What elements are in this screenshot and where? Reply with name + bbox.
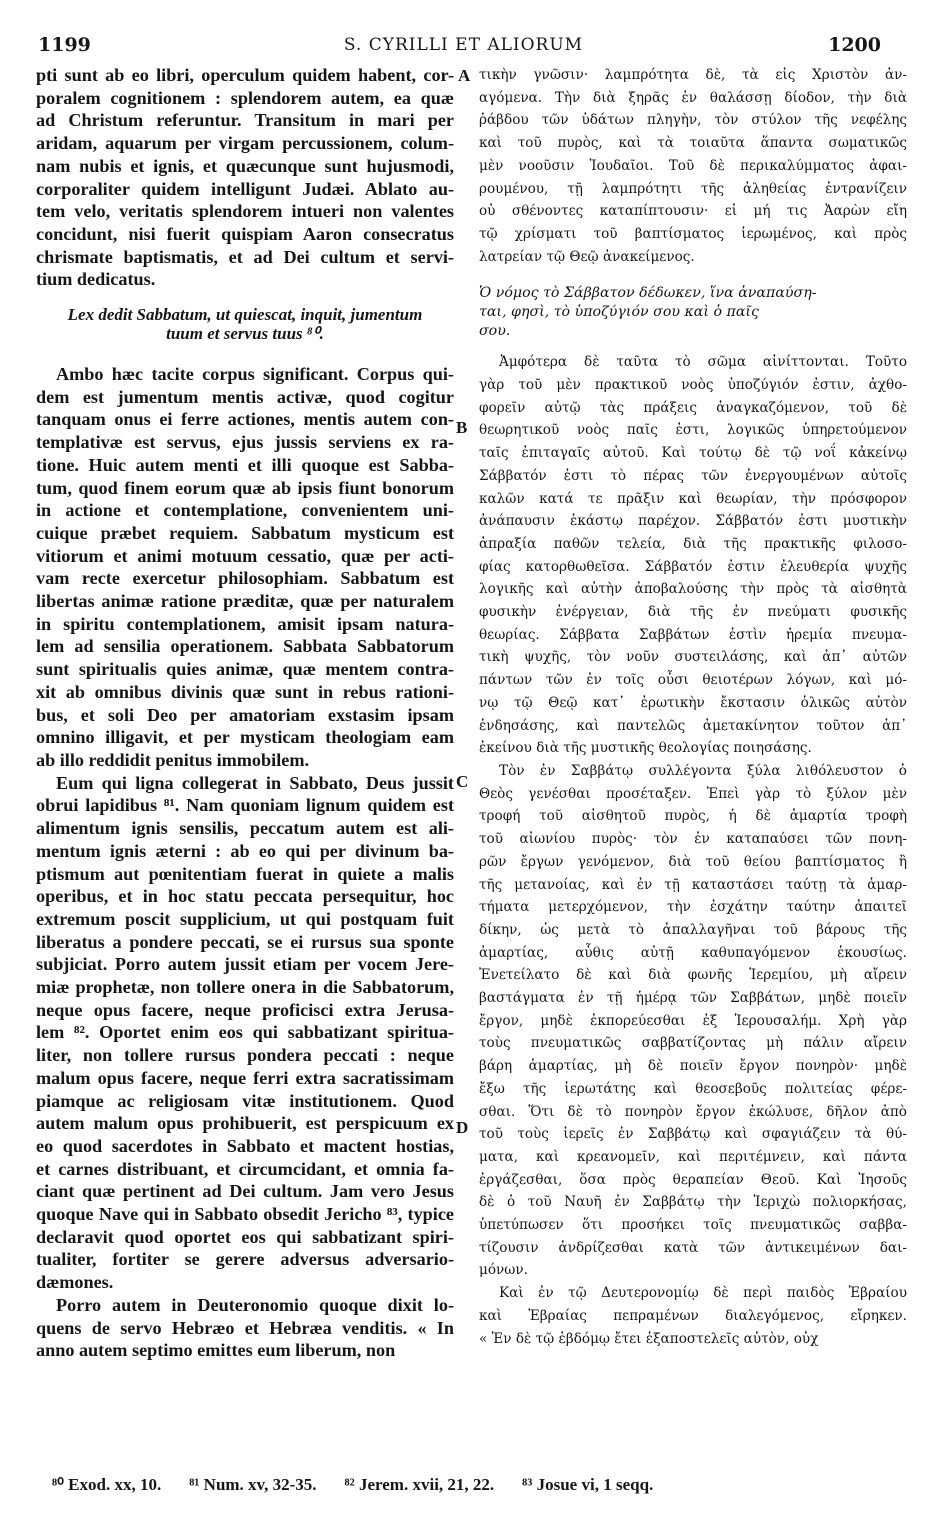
text-line: ταῖς ἐπιταγαῖς αὐτοῦ. Καὶ τούτῳ δὲ τῷ νοΐ κἀκείνῳ bbox=[479, 445, 907, 462]
text-line: καλῶν κατά τε πρᾶξιν καὶ θεωρίαν, τὴν πρόσφορον bbox=[479, 490, 907, 507]
text-line: δίκην, ὡς μετὰ τὸ ἀπαλλαγῆναι τοῦ βάρους τῆς bbox=[479, 921, 907, 938]
text-line: Τὸν ἐν Σαββάτῳ συλλέγοντα ξύλα λιθόλευστον ὁ bbox=[499, 762, 907, 779]
footnotes bbox=[52, 1475, 872, 1495]
text-line: ab illo reddidit penitus immobilem. bbox=[36, 749, 310, 770]
column-marker-d: D bbox=[456, 1118, 469, 1137]
text-line: « Ἐν δὲ τῷ ἑβδόμῳ ἔτει ἐξαποστελεῖς αὐτὸν, οὐχ bbox=[479, 1330, 819, 1347]
footnote-1: ⁸⁰ Exod. xx, 10. bbox=[52, 1475, 162, 1494]
text-line: tem velo, veritatis splendorem intueri non valentes bbox=[36, 201, 454, 222]
text-line: ρουμένου, τῇ λαμπρότητι τῆς ἀληθείας ἐντρανίζειν bbox=[479, 180, 907, 197]
greek-paragraph-4 bbox=[479, 1282, 907, 1350]
text-line: xit ab omnibus divinis quæ sunt in rebus rationi- bbox=[36, 681, 454, 702]
text-line: dem est jumentum mentis activæ, quod cogitur bbox=[36, 386, 454, 407]
footnote-3: ⁸² Jerem. xvii, 21, 22. bbox=[344, 1475, 495, 1494]
text-line: Σάββατόν ἐστι τὸ πέρας τῶν ἐνεργουμένων αὐτοῖς bbox=[479, 467, 907, 484]
text-line: Ambo hæc tacite corpus significant. Corpus qui- bbox=[56, 364, 454, 385]
text-line: in spiritu contemplationem, amisit ipsam natura- bbox=[36, 613, 454, 634]
text-line: autem malum opus prohibuerit, est perspicuum ex bbox=[36, 1113, 454, 1134]
text-line: tum, quod finem eorum quæ ab ipsis fiunt bonorum bbox=[36, 477, 454, 498]
text-line: ἀπραξία παθῶν τελεία, διὰ τῆς πρακτικῆς φιλοσο- bbox=[479, 535, 907, 552]
column-marker-b: B bbox=[456, 418, 468, 437]
text-line: Porro autem in Deuteronomio quoque dixit lo- bbox=[56, 1294, 454, 1315]
text-line: δὲ ὁ τοῦ Ναυῆ ἐν Σαββάτῳ τὴν Ἱεριχὼ πολιορκήσας, bbox=[479, 1194, 907, 1211]
column-marker-c: C bbox=[456, 772, 469, 791]
text-line: nam nubis et ignis, et quæcunque sunt hujusmodi, bbox=[36, 155, 454, 176]
text-line: operibus, et in hoc statu peccata persequitur, hoc bbox=[36, 886, 454, 907]
text-line: piamque ac religiosam vitæ institutionem. Quod bbox=[36, 1090, 454, 1111]
latin-paragraph-2 bbox=[36, 363, 454, 772]
text-line: λατρείαν τῷ Θεῷ ἀνακείμενος. bbox=[479, 248, 695, 265]
text-line: ἐνδησάσης, καὶ παντελῶς ἀμετακίνητον τοῦτον ἀπ᾽ bbox=[479, 717, 907, 734]
text-line: quoque Nave qui in Sabbato obsedit Jericho ⁸³, typice bbox=[36, 1204, 454, 1225]
text-line: et carnes distribuant, et circumcidant, et omnia fa- bbox=[36, 1158, 454, 1179]
text-line: τοὺς πνευματικῶς σαββατίζοντας μὴ πάλιν αἴρειν bbox=[479, 1035, 907, 1052]
text-line: alimentum ignis sensilis, peccatum autem est ali- bbox=[36, 818, 454, 839]
text-line: νῳ τῷ Θεῷ κατ᾽ ἐρωτικὴν ἔκστασιν ὁλικῶς αὐτὸν bbox=[479, 694, 907, 711]
text-line: lem ⁸². Oportet enim eos qui sabbatizant spiritua- bbox=[36, 1022, 454, 1043]
text-line: dæmones. bbox=[36, 1272, 114, 1293]
greek-paragraph-2 bbox=[479, 351, 907, 760]
text-line: poralem cognitionem : splendorem autem, ea quæ bbox=[36, 87, 454, 108]
text-line: βάρη ἁμαρτίας, μὴ δὲ ποιεῖν ἔργον πονηρὸν· μηδὲ bbox=[479, 1058, 907, 1075]
text-line: τοῦ αἰωνίου πυρὸς· τὸν ἐν καταπαύσει τῶν πονη- bbox=[479, 831, 907, 848]
text-line: vitiorum et animi motuum cessatio, quæ per acti- bbox=[36, 545, 454, 566]
text-line: malum opus facere, neque ferri extra sacratissimam bbox=[36, 1067, 454, 1088]
text-line: concidunt, nisi fuerit quispiam Aaron consecratus bbox=[36, 223, 454, 244]
text-line: Καὶ ἐν τῷ Δευτερονομίῳ δὲ περὶ παιδὸς Ἑβραίου bbox=[499, 1285, 907, 1302]
latin-scripture-quote bbox=[36, 305, 454, 343]
text-line: obrui lapidibus ⁸¹. Nam quoniam lignum quidem est bbox=[36, 795, 454, 816]
text-line: τοῦ τοὺς ἱερεῖς ἐν Σαββάτῳ καὶ σφαγιάζειν τὰ θύ- bbox=[479, 1126, 907, 1143]
text-line: vam recte exercetur philosophiam. Sabbatum est bbox=[36, 568, 454, 589]
text-line: templativæ est servus, ejus jussis serviens ex ra- bbox=[36, 432, 454, 453]
page-header bbox=[0, 32, 927, 62]
text-line: οὐ σθένοντες καταπίπτουσιν· εἰ μή τις Ἀαρὼν εἴη bbox=[479, 203, 907, 220]
text-line: Ἀμφότερα δὲ ταῦτα τὸ σῶμα αἰνίττονται. Τοῦτο bbox=[499, 354, 907, 371]
text-line: τῆς μετανοίας, καὶ ἐν τῇ καταστάσει ταύτῃ τὰ ἁμαρ- bbox=[479, 876, 907, 893]
text-line: declaravit quod oportet eos qui sabbatizant spiri- bbox=[36, 1226, 454, 1247]
text-line: pti sunt ab eo libri, operculum quidem habent, cor- bbox=[36, 65, 454, 85]
text-line: libertas animæ ratione præditæ, quæ per naturalem bbox=[36, 591, 454, 612]
text-line: mentum ignis æterni : ab eo qui per divinum ba- bbox=[36, 840, 454, 861]
text-line: φορεῖν αὐτῷ τὰς πράξεις ἀναγκαζόμενον, τοῦ δὲ bbox=[479, 399, 907, 416]
text-line: ciant quæ pertinent ad Dei cultum. Jam vero Jesus bbox=[36, 1181, 454, 1202]
text-line: extremum poscit supplicium, ut qui postquam fuit bbox=[36, 908, 454, 929]
text-line: σου. bbox=[479, 323, 511, 340]
text-line: Θεὸς γενέσθαι προσέταξεν. Ἐπεὶ γὰρ τὸ ξύλον μὲν bbox=[479, 785, 907, 802]
text-line: Eum qui ligna collegerat in Sabbato, Deus jussit bbox=[56, 772, 454, 793]
text-line: bus, et soli Deo per amatoriam exstasim ipsam bbox=[36, 704, 454, 725]
text-line: καὶ Ἑβραίας πεπραμένων διαλεγόμενος, εἴρηκεν. bbox=[479, 1307, 907, 1324]
text-line: τικὴν γνῶσιν· λαμπρότητα δὲ, τὰ εἰς Χριστὸν ἀν- bbox=[479, 67, 907, 83]
text-line: tuum et servus tuus ⁸⁰. bbox=[166, 324, 324, 344]
footnote-4: ⁸³ Josue vi, 1 seqq. bbox=[522, 1475, 654, 1494]
text-line: in actione et contemplatione, convenientem uni- bbox=[36, 500, 454, 521]
text-line: ἔξω τῆς ἱερωτάτης καὶ θεοσεβοῦς πολιτείας φέρε- bbox=[479, 1080, 907, 1097]
text-line: Lex dedit Sabbatum, ut quiescat, inquit, jumentum bbox=[67, 305, 423, 325]
text-line: θεωρητικοῦ νοὸς παῖς ἐστι, λογικῶς ὑπηρετούμενον bbox=[479, 422, 907, 439]
text-line: Ἐνετείλατο δὲ καὶ διὰ φωνῆς Ἱερεμίου, μὴ αἴρειν bbox=[479, 967, 907, 984]
text-line: γὰρ τοῦ μὲν πρακτικοῦ νοὸς ὑποζύγιόν ἐστιν, ἀχθο- bbox=[479, 377, 907, 394]
text-line: μὲν νοοῦσιν Ἰουδαῖοι. Τοῦ δὲ περικαλύμματος ἀφαι- bbox=[479, 157, 907, 174]
text-line: μόνων. bbox=[479, 1262, 528, 1279]
greek-column bbox=[479, 64, 907, 1416]
text-line: ptismum aut pœnitentiam fuerat in quiete a malis bbox=[36, 863, 454, 884]
text-line: subjiciat. Porro autem jussit etiam per vocem Jere- bbox=[36, 954, 454, 975]
text-line: τροφή τοῦ αἰσθητοῦ πυρὸς, ἡ δὲ ἁμαρτία τροφὴ bbox=[479, 808, 907, 825]
text-line: liter, non tollere rursus pondera peccati : neque bbox=[36, 1045, 454, 1066]
text-line: αγόμενα. Τὴν διὰ ξηρᾶς ἐν θαλάσσῃ δίοδον, τὴν διὰ bbox=[479, 89, 907, 106]
text-line: φυσικὴν ἐνέργειαν, διὰ τῆς ἐν πνεύματι φυσικῆς bbox=[479, 604, 907, 621]
text-line: tione. Huic autem menti et illi quoque est Sabba- bbox=[36, 454, 454, 475]
text-line: omnino illigavit, et per mysticam theologiam eam bbox=[36, 727, 454, 748]
latin-paragraph-3 bbox=[36, 772, 454, 1294]
text-line: anno autem septimo emittes eum liberum, non bbox=[36, 1340, 396, 1361]
footnote-2: ⁸¹ Num. xv, 32-35. bbox=[189, 1475, 317, 1494]
text-line: βαστάγματα ἐν τῇ ἡμέρᾳ τῶν Σαββάτων, μηδὲ ποιεῖν bbox=[479, 990, 907, 1007]
column-marker-a: A bbox=[458, 66, 471, 85]
text-line: neque opus facere, neque proficisci extra Jerusa- bbox=[36, 999, 454, 1020]
text-line: καὶ τοῦ πυρὸς, καὶ τὰ τοιαῦτα ἅπαντα σωματικῶς bbox=[479, 135, 907, 152]
text-line: τῷ χρίσματι τοῦ βαπτίσματος ἱερωμένος, καὶ πρὸς bbox=[479, 225, 907, 242]
text-line: τικὴ ψυχῆς, τὸν νοῦν συστειλάσης, καὶ ἀπ᾽ αὐτῶν bbox=[479, 649, 907, 666]
text-line: ἁμαρτίας, αὖθις αὐτῇ καθυπαγόμενον ἑκουσίως. bbox=[479, 944, 907, 961]
text-line: ῥάβδου τῶν ὑδάτων πληγὴν, τὸν στύλον τῆς νεφέλης bbox=[479, 112, 907, 129]
text-line: τήματα μετερχόμενον, τὴν ἐσχάτην ταύτην ἀπαιτεῖ bbox=[479, 899, 907, 916]
text-line: ται, φησὶ, τὸ ὑποζύγιόν σου καὶ ὁ παῖς bbox=[479, 304, 759, 321]
text-line: tium dedicatus. bbox=[36, 269, 156, 290]
greek-paragraph-3 bbox=[479, 760, 907, 1282]
text-line: τίζουσιν ἀνδρίζεσθαι κατὰ τῶν ἀντικειμένων δαι- bbox=[479, 1239, 907, 1256]
text-line: ρῶν ἔργων γενόμενον, διὰ τοῦ θείου βαπτίσματος ἢ bbox=[479, 853, 907, 870]
text-line: tanquam onus ei ferre actiones, mentis autem con- bbox=[36, 409, 454, 430]
text-line: tualiter, fortiter se gerere adversus adversario- bbox=[36, 1249, 454, 1270]
text-line: ἀνάπαυσιν ἑκάστῳ παρέχον. Σάββατόν ἐστι μυστικὴν bbox=[479, 513, 907, 530]
text-line: miæ prophetæ, non tollere onera in die Sabbatorum, bbox=[36, 977, 454, 998]
text-line: ὑπετύπωσεν ὅτι προσήκει τοῖς πνευματικῶς σαββα- bbox=[479, 1217, 907, 1234]
text-line: sunt spiritualis quies animæ, quæ mentem contra- bbox=[36, 659, 454, 680]
text-line: chrismate baptismatis, et ad Dei cultum et servi- bbox=[36, 246, 454, 267]
text-line: aridam, aquarum per virgam percussionem, colum- bbox=[36, 133, 454, 154]
text-line: eo quod sacerdotes in Sabbato et mactent hostias, bbox=[36, 1135, 454, 1156]
latin-paragraph-4 bbox=[36, 1294, 454, 1362]
text-line: ματα, καὶ κρεανομεῖν, καὶ περιτέμνειν, καὶ πάντα bbox=[479, 1148, 907, 1165]
text-line: liberatus a pondere peccati, se ei rursus sua sponte bbox=[36, 931, 454, 952]
text-line: ἔργον, μηδὲ ἐκπορεύεσθαι ἐξ Ἱερουσαλήμ. Χρὴ γὰρ bbox=[479, 1012, 907, 1029]
greek-scripture-quote bbox=[479, 284, 907, 341]
text-line: σθαι. Ὅτι δὲ τὸ πονηρὸν ἔργον ἐκώλυσε, δῆλον ἀπὸ bbox=[479, 1103, 907, 1120]
greek-paragraph-1 bbox=[479, 64, 907, 268]
text-line: Ὁ νόμος τὸ Σάββατον δέδωκεν, ἵνα ἀναπαύση- bbox=[479, 285, 817, 302]
text-line: θεωρίας. Σάββατα Σαββάτων ἐστὶν ἠρεμία πνευμα- bbox=[479, 626, 907, 643]
page-number-right: 1200 bbox=[828, 34, 881, 56]
text-line: ἐκείνου διὰ τῆς μυστικῆς θεολογίας ποιησάσης. bbox=[479, 740, 812, 757]
latin-column bbox=[36, 64, 454, 1416]
text-line: corporaliter quidem intelligunt Judæi. Ablato au- bbox=[36, 178, 454, 199]
text-line: φίας κατορθωθεῖσα. Σάββατόν ἐστιν ἐλευθερία ψυχῆς bbox=[479, 558, 907, 575]
text-line: quens de servo Hebræo et Hebræa venditis. « In bbox=[36, 1317, 454, 1338]
page-number-left: 1199 bbox=[38, 34, 91, 56]
text-line: ad Christum referuntur. Transitum in mari per bbox=[36, 110, 454, 131]
text-line: λογικῆς καὶ αὐτὴν ἀποβαλούσης τὴν πρὸς τὰ αἰσθητὰ bbox=[479, 581, 907, 598]
text-line: cuique præbet requiem. Sabbatum mysticum est bbox=[36, 522, 454, 543]
text-line: ἐργάζεσθαι, ὅσα πρὸς θεραπείαν Θεοῦ. Καὶ Ἰησοῦς bbox=[479, 1171, 907, 1188]
latin-paragraph-1 bbox=[36, 64, 454, 291]
text-line: πάντων τῶν ἐν τοῖς οὖσι θειοτέρων λόγων, καὶ μό- bbox=[479, 672, 907, 689]
text-line: lem ad sensilia operationem. Sabbata Sabbatorum bbox=[36, 636, 454, 657]
running-title: S. CYRILLI ET ALIORUM bbox=[343, 35, 584, 55]
